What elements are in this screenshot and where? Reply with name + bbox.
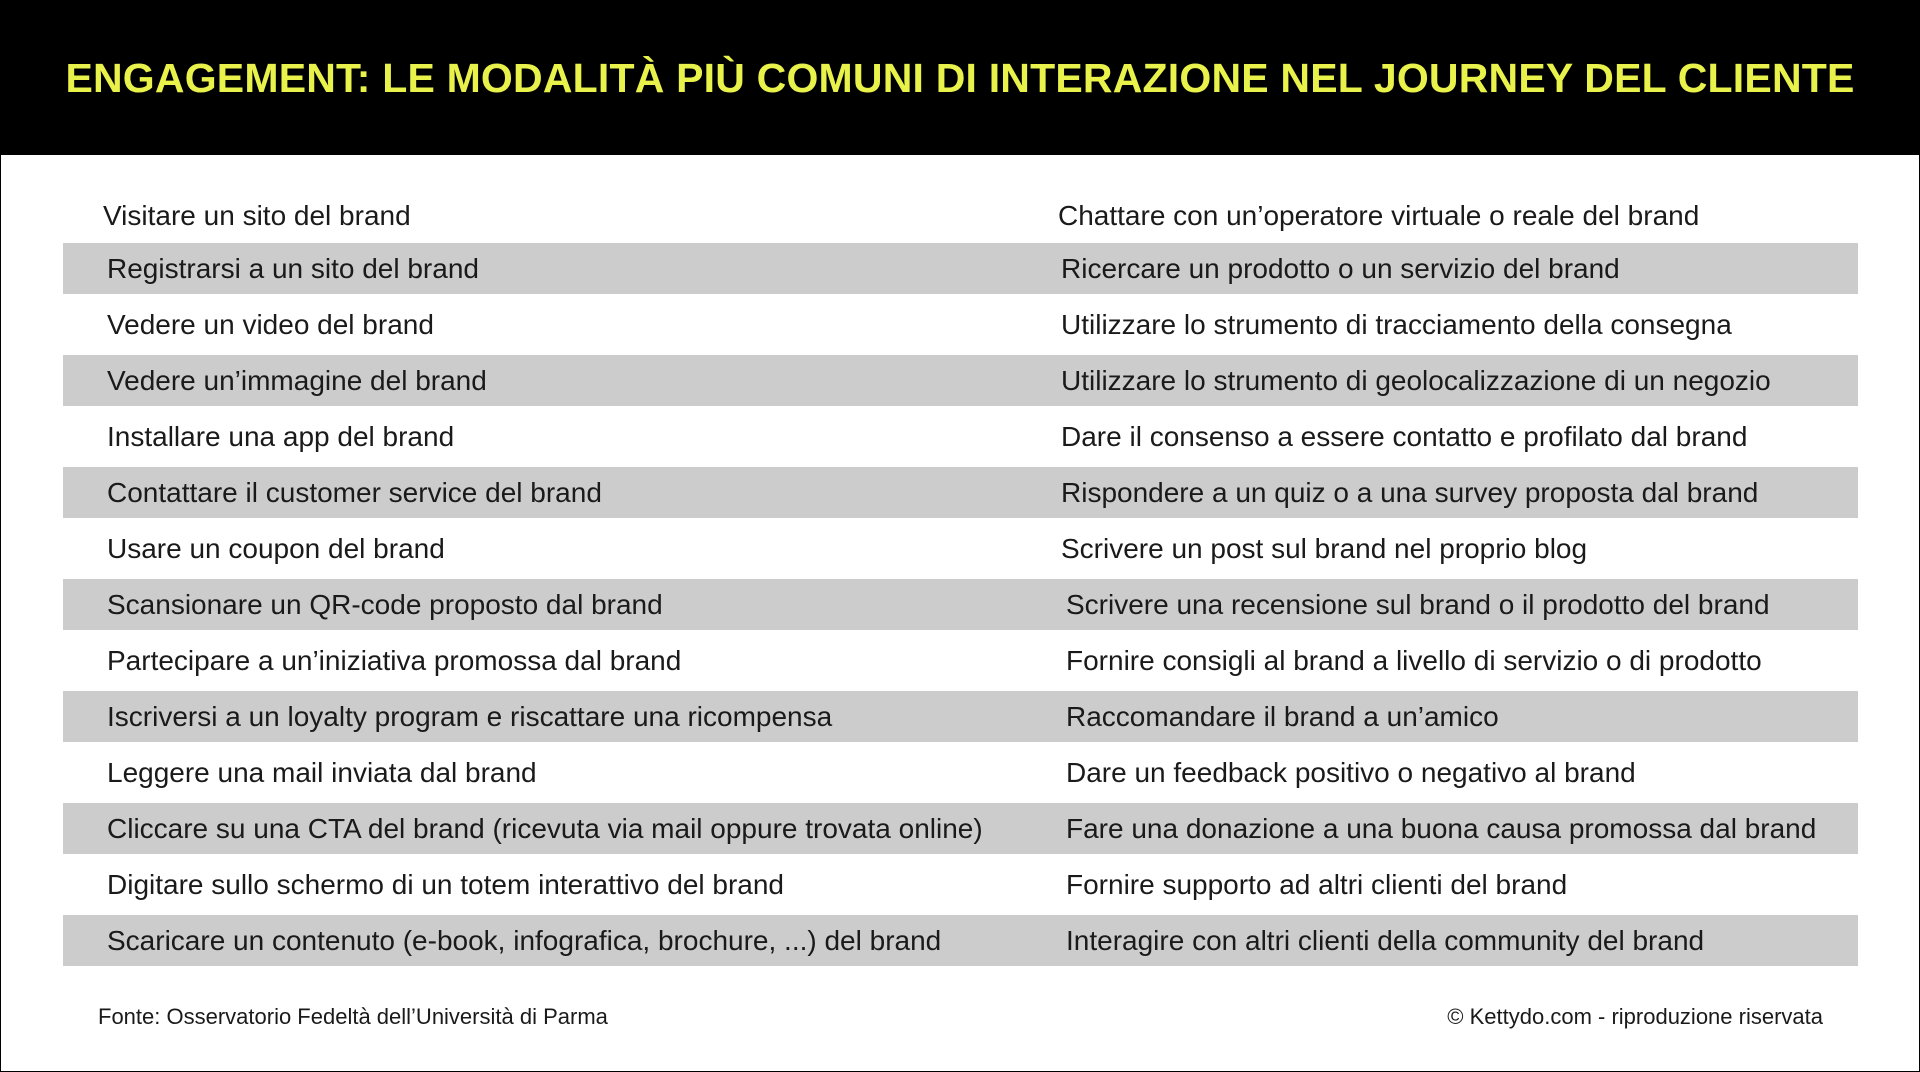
row-left-cell: Partecipare a un’iniziativa promossa dal brand [107,644,682,676]
row-left-cell: Vedere un’immagine del brand [107,364,487,396]
row-left-cell: Scansionare un QR-code proposto dal brand [107,588,663,620]
table-row [63,355,1858,406]
row-left-cell: Digitare sullo schermo di un totem interattivo del brand [107,868,785,900]
interaction-table [63,188,1858,966]
row-left-cell: Installare una app del brand [107,420,455,452]
row-left-cell: Scaricare un contenuto (e-book, infografica, brochure, ...) del brand [107,924,942,956]
table-row [63,742,1858,803]
row-right-cell: Scrivere un post sul brand nel proprio blog [1061,532,1588,564]
table-row [63,406,1858,467]
row-right-cell: Raccomandare il brand a un’amico [1066,700,1499,732]
row-right-cell: Interagire con altri clienti della community del brand [1066,924,1705,956]
row-left-cell: Vedere un video del brand [107,308,434,340]
row-left-cell: Leggere una mail inviata dal brand [107,756,537,788]
row-left-cell: Contattare il customer service del brand [107,476,602,508]
page-title: ENGAGEMENT: LE MODALITÀ PIÙ COMUNI DI INTERAZIONE NEL JOURNEY DEL CLIENTE [65,54,1855,101]
table-row [63,294,1858,355]
row-left-cell: Iscriversi a un loyalty program e riscattare una ricompensa [107,700,833,732]
table-row [63,467,1858,518]
copyright-note: © Kettydo.com - riproduzione riservata [1447,1004,1823,1029]
row-right-cell: Rispondere a un quiz o a una survey proposta dal brand [1061,476,1759,508]
row-right-cell: Dare il consenso a essere contatto e profilato dal brand [1061,420,1748,452]
row-right-cell: Utilizzare lo strumento di tracciamento della consegna [1061,308,1732,340]
row-right-cell: Scrivere una recensione sul brand o il prodotto del brand [1066,588,1770,620]
table-row [63,691,1858,742]
table-row [63,854,1858,915]
table-row [63,243,1858,294]
row-right-cell: Fare una donazione a una buona causa promossa dal brand [1066,812,1817,844]
table-row [63,803,1858,854]
table-row [63,579,1858,630]
row-right-cell: Fornire supporto ad altri clienti del brand [1066,868,1568,900]
row-right-cell: Ricercare un prodotto o un servizio del brand [1061,252,1620,284]
header-bar [1,1,1919,155]
table-row [63,518,1858,579]
table-row [63,630,1858,691]
row-left-cell: Visitare un sito del brand [103,199,411,231]
row-right-cell: Fornire consigli al brand a livello di servizio o di prodotto [1066,644,1762,676]
row-right-cell: Dare un feedback positivo o negativo al brand [1066,756,1636,788]
row-left-cell: Usare un coupon del brand [107,532,445,564]
table-row [63,188,1858,243]
table-row [63,915,1858,966]
row-right-cell: Chattare con un’operatore virtuale o reale del brand [1058,199,1700,231]
source-note: Fonte: Osservatorio Fedeltà dell’Università di Parma [98,1004,608,1029]
row-left-cell: Registrarsi a un sito del brand [107,252,479,284]
row-right-cell: Utilizzare lo strumento di geolocalizzazione di un negozio [1061,364,1771,396]
row-left-cell: Cliccare su una CTA del brand (ricevuta via mail oppure trovata online) [107,812,983,844]
